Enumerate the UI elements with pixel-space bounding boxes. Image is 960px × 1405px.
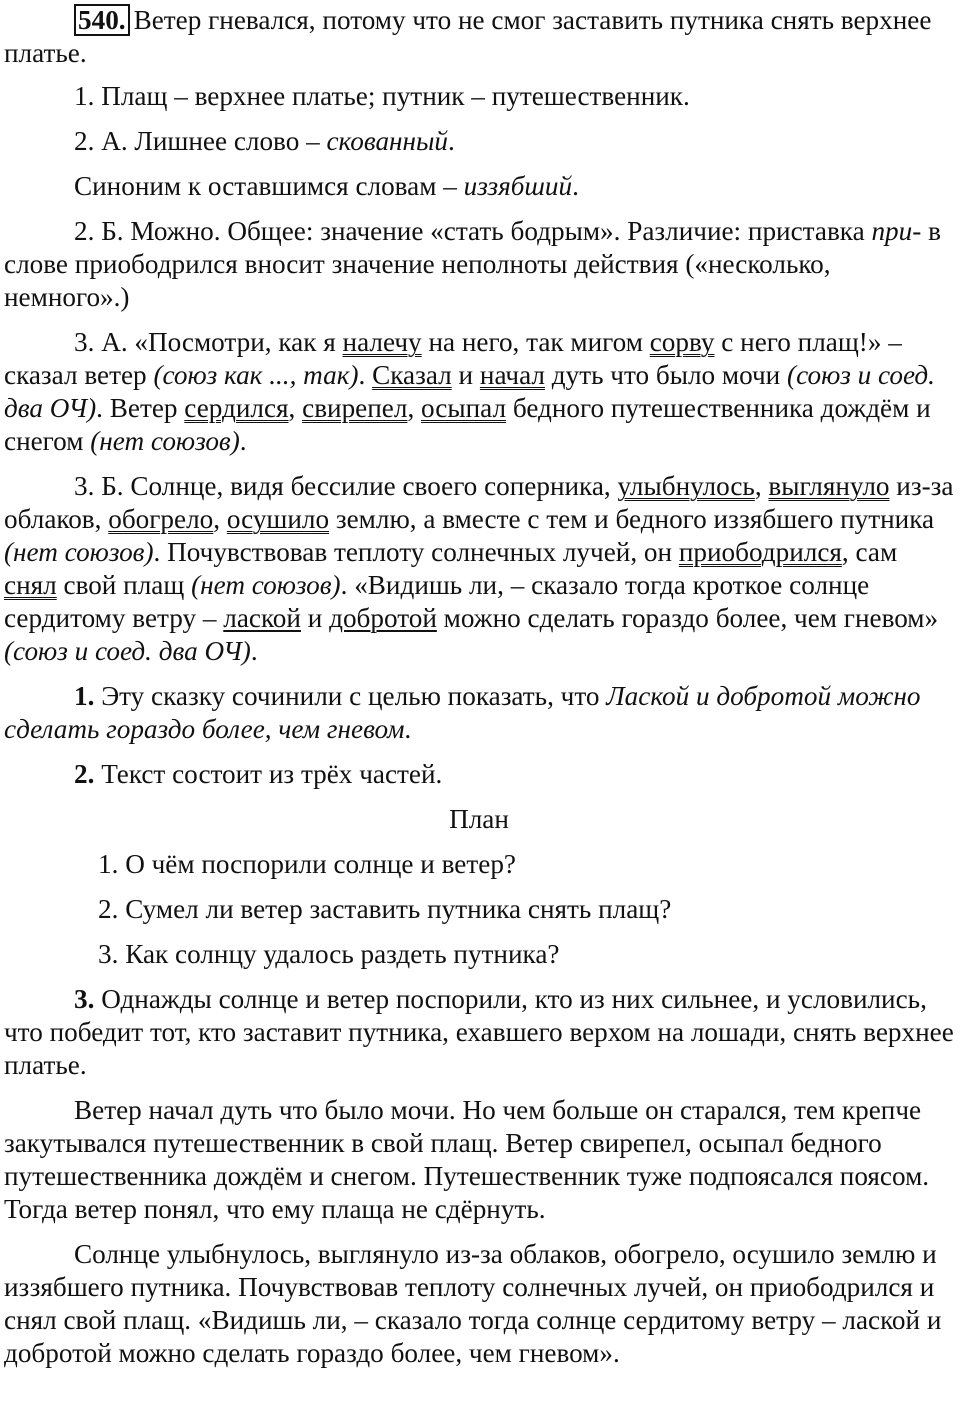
italic-note: (нет союзов) <box>191 570 341 600</box>
predicate-word: налечу <box>342 327 422 357</box>
text: на него, так мигом <box>421 327 650 357</box>
text: свой плащ <box>56 570 192 600</box>
plan-item-3: 3. Как солнцу удалось раздеть путника? <box>98 939 560 969</box>
text: в слове приободрился вносит значение неполноты действия («несколько, немного».) <box>4 216 941 312</box>
predicate-word: Сказал <box>372 360 452 390</box>
text: . <box>448 126 455 156</box>
text: . «Видишь ли, – сказало тогда кроткое солнце сердитому ветру – <box>4 570 870 633</box>
paragraph-2b <box>4 215 954 314</box>
answer-2 <box>4 758 954 791</box>
predicate-word: приободрился <box>678 537 842 567</box>
italic-word: скованный <box>326 126 449 156</box>
text: . <box>404 714 412 744</box>
predicate-word: выглянуло <box>768 471 890 501</box>
predicate-word: сорву <box>649 327 715 357</box>
text: Однажды солнце и ветер поспорили, кто из них сильнее, и условились, что победит тот, кто заставит путника, ехавшего верхом на лошади, снять верхнее платье. <box>4 984 954 1080</box>
text: , сам <box>841 537 898 567</box>
answer-1 <box>4 680 954 746</box>
answer-number: 3. <box>74 984 95 1014</box>
text: и <box>300 603 330 633</box>
text: . <box>250 636 258 666</box>
italic-word: иззябший <box>463 171 573 201</box>
text: Текст состоит из трёх частей. <box>94 759 443 789</box>
answer-number: 2. <box>74 759 95 789</box>
predicate-word: осушило <box>226 504 330 534</box>
paragraph-1 <box>4 80 954 113</box>
text: . <box>358 360 373 390</box>
plan-item-2: 2. Сумел ли ветер заставить путника снять плащ? <box>98 894 672 924</box>
paragraph-3b <box>4 470 954 668</box>
text: дуть что было мочи <box>544 360 788 390</box>
paragraph-3a <box>4 326 954 458</box>
plan-item-1: 1. О чём поспорили солнце и ветер? <box>98 849 516 879</box>
text: 1. Плащ – верхнее платье; путник – путешественник. <box>74 81 690 111</box>
paragraph-2a <box>4 125 954 158</box>
predicate-word: сердился <box>184 393 289 423</box>
predicate-word: снял <box>4 570 57 600</box>
text: и <box>451 360 480 390</box>
predicate-word: улыбнулось <box>617 471 755 501</box>
paragraph-synonym <box>4 170 954 203</box>
answer-3 <box>4 983 954 1082</box>
italic-prefix: при- <box>871 216 922 246</box>
italic-quote: Лаской и добротой можно сделать гораздо более, чем гневом <box>4 681 921 744</box>
text: Синоним к оставшимся словам – <box>74 171 464 201</box>
text: , <box>754 471 769 501</box>
italic-note: (нет союзов) <box>90 426 240 456</box>
story-paragraph-2: Ветер начал дуть что было мочи. Но чем больше он старался, тем крепче закутывался путешественник в свой плащ. Ветер свирепел, осыпал бедного путешественника дождём и снегом. Путешественник туже подпоясался поясом. Тогда ветер понял, что ему плаща не сдёрнуть. <box>4 1095 930 1224</box>
answer-number: 1. <box>74 681 95 711</box>
exercise-number: 540. <box>74 4 130 36</box>
text: 3. А. «Посмотри, как я <box>74 327 343 357</box>
text: . Почувствовав теплоту солнечных лучей, он <box>153 537 679 567</box>
text: , <box>288 393 303 423</box>
intro-text: Ветер гневался, потому что не смог заставить путника снять верхнее платье. <box>4 5 932 68</box>
text: бедного путешественника дождём и снегом <box>4 393 931 456</box>
italic-note: (нет союзов) <box>4 537 154 567</box>
text: 3. Б. Солнце, видя бессилие своего соперника, <box>74 471 618 501</box>
text: , <box>407 393 422 423</box>
text: 2. Б. Можно. Общее: значение «стать бодрым». Различие: приставка <box>74 216 872 246</box>
predicate-word: осыпал <box>421 393 507 423</box>
text: . Ветер <box>96 393 185 423</box>
intro-paragraph <box>4 4 954 70</box>
italic-note: (союз как ..., так) <box>153 360 359 390</box>
text: с него плащ!» – сказал ветер <box>4 327 902 390</box>
text: землю, а вместе с тем и бедного иззябшего путника <box>329 504 935 534</box>
text: Эту сказку сочинили с целью показать, что <box>94 681 607 711</box>
predicate-word: начал <box>479 360 545 390</box>
text: 2. А. Лишнее слово – <box>74 126 327 156</box>
text: . <box>572 171 579 201</box>
story-paragraph-3: Солнце улыбнулось, выглянуло из-за облаков, обогрело, осушило землю и иззябшего путника. Почувствовав теплоту солнечных лучей, он приободрился и снял свой плащ. «Видишь ли, – сказало тогда солнце сердитому ветру – лаской и добротой можно сделать гораздо более, чем гневом». <box>4 1239 942 1368</box>
object-word: лаской <box>223 603 301 633</box>
italic-note: (союз и соед. два ОЧ) <box>4 636 251 666</box>
text: , <box>213 504 227 534</box>
text: из-за облаков, <box>4 471 954 534</box>
text: можно сделать гораздо более, чем гневом» <box>436 603 939 633</box>
object-word: добротой <box>329 603 437 633</box>
text: . <box>239 426 247 456</box>
predicate-word: обогрело <box>108 504 214 534</box>
predicate-word: свирепел <box>302 393 408 423</box>
plan-title: План <box>449 804 509 834</box>
italic-note: (союз и соед. два ОЧ) <box>4 360 935 423</box>
